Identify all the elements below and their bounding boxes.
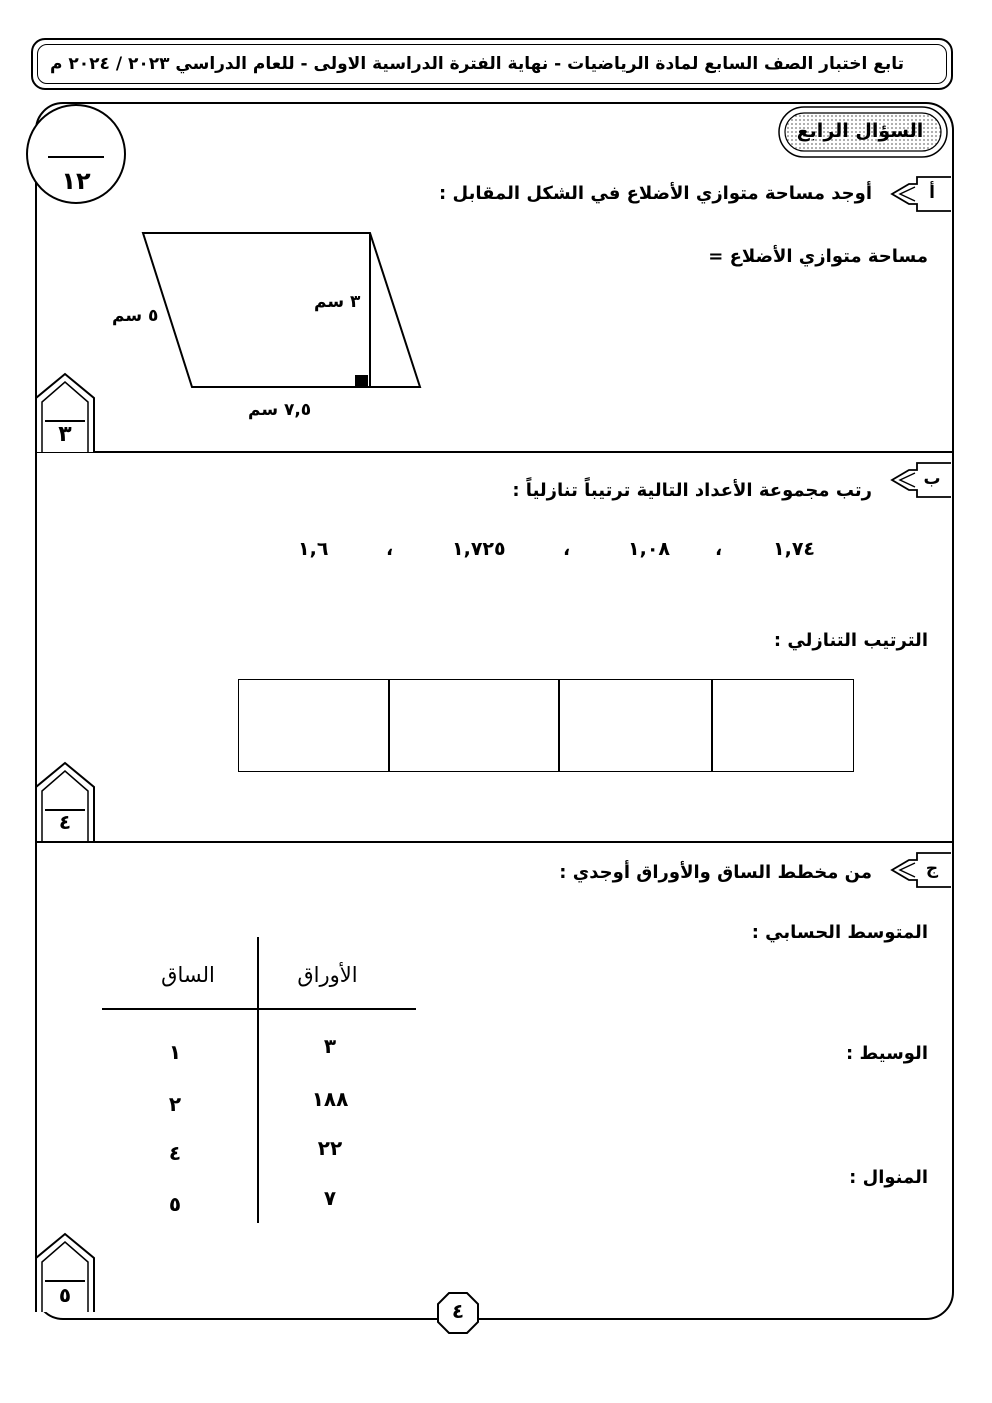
stem-value: ٤ bbox=[168, 1141, 182, 1165]
answer-box-4[interactable] bbox=[238, 679, 390, 772]
leaf-values: ٧ bbox=[323, 1186, 337, 1210]
page-number: ٤ bbox=[451, 1299, 465, 1323]
stem-value: ١ bbox=[168, 1040, 182, 1064]
leaf-header: الأوراق bbox=[297, 963, 358, 987]
part-b-answer-label: الترتيب التنازلي : bbox=[773, 630, 928, 651]
side-length-label: ٥ سم bbox=[112, 306, 159, 326]
number-separator: ، bbox=[386, 538, 394, 560]
height-length-label: ٣ سم bbox=[314, 292, 361, 312]
part-b-score: ٤ bbox=[58, 810, 72, 834]
mode-label: المنوال : bbox=[849, 1167, 928, 1188]
part-c-score: ٥ bbox=[58, 1283, 72, 1307]
part-c-prompt: من مخطط الساق والأوراق أوجدي : bbox=[559, 862, 872, 883]
part-a-prompt: أوجد مساحة متوازي الأضلاع في الشكل المقابل : bbox=[439, 183, 872, 204]
part-b-letter: ب bbox=[923, 469, 941, 489]
part-a-arrow-tag bbox=[889, 175, 953, 213]
mean-label: المتوسط الحسابي : bbox=[751, 922, 928, 943]
total-score: ١٢ bbox=[61, 167, 91, 195]
number-separator: ، bbox=[715, 538, 723, 560]
part-b-prompt: رتب مجموعة الأعداد التالية ترتيباً تنازلياً : bbox=[512, 480, 872, 501]
divider-b-c bbox=[36, 841, 953, 843]
part-b-arrow-tag bbox=[889, 461, 953, 499]
base-length-label: ٧,٥ سم bbox=[248, 400, 312, 420]
stem-value: ٢ bbox=[168, 1092, 182, 1116]
part-c-letter: ج bbox=[925, 859, 939, 879]
leaf-values: ١٨٨ bbox=[311, 1087, 349, 1111]
number-item: ١,٧٤ bbox=[773, 538, 816, 560]
number-item: ١,٦ bbox=[298, 538, 329, 560]
number-item: ١,٧٢٥ bbox=[452, 538, 506, 560]
median-label: الوسيط : bbox=[845, 1043, 928, 1064]
answer-box-1[interactable] bbox=[711, 679, 854, 772]
leaf-values: ٣ bbox=[323, 1034, 337, 1058]
question-label: السؤال الرابع bbox=[796, 120, 924, 142]
part-a-answer-label: مساحة متوازي الأضلاع = bbox=[708, 246, 928, 267]
parallelogram-shape bbox=[143, 233, 420, 387]
number-separator: ، bbox=[563, 538, 571, 560]
answer-box-2[interactable] bbox=[558, 679, 713, 772]
divider-a-b bbox=[36, 451, 953, 453]
part-a-letter: أ bbox=[929, 183, 935, 203]
leaf-values: ٢٢ bbox=[317, 1136, 343, 1160]
right-angle-marker bbox=[355, 375, 368, 388]
stem-header: الساق bbox=[161, 963, 215, 987]
exam-title: تابع اختبار الصف السابع لمادة الرياضيات - نهاية الفترة الدراسية الاولى - للعام الدراسي ٢٠٢٣ / ٢٠٢٤ م bbox=[50, 54, 904, 74]
total-score-line bbox=[48, 156, 104, 158]
part-a-score: ٣ bbox=[58, 422, 72, 447]
stem-value: ٥ bbox=[168, 1192, 182, 1216]
number-item: ١,٠٨ bbox=[628, 538, 671, 560]
part-c-arrow-tag bbox=[889, 851, 953, 889]
answer-box-3[interactable] bbox=[388, 679, 560, 772]
